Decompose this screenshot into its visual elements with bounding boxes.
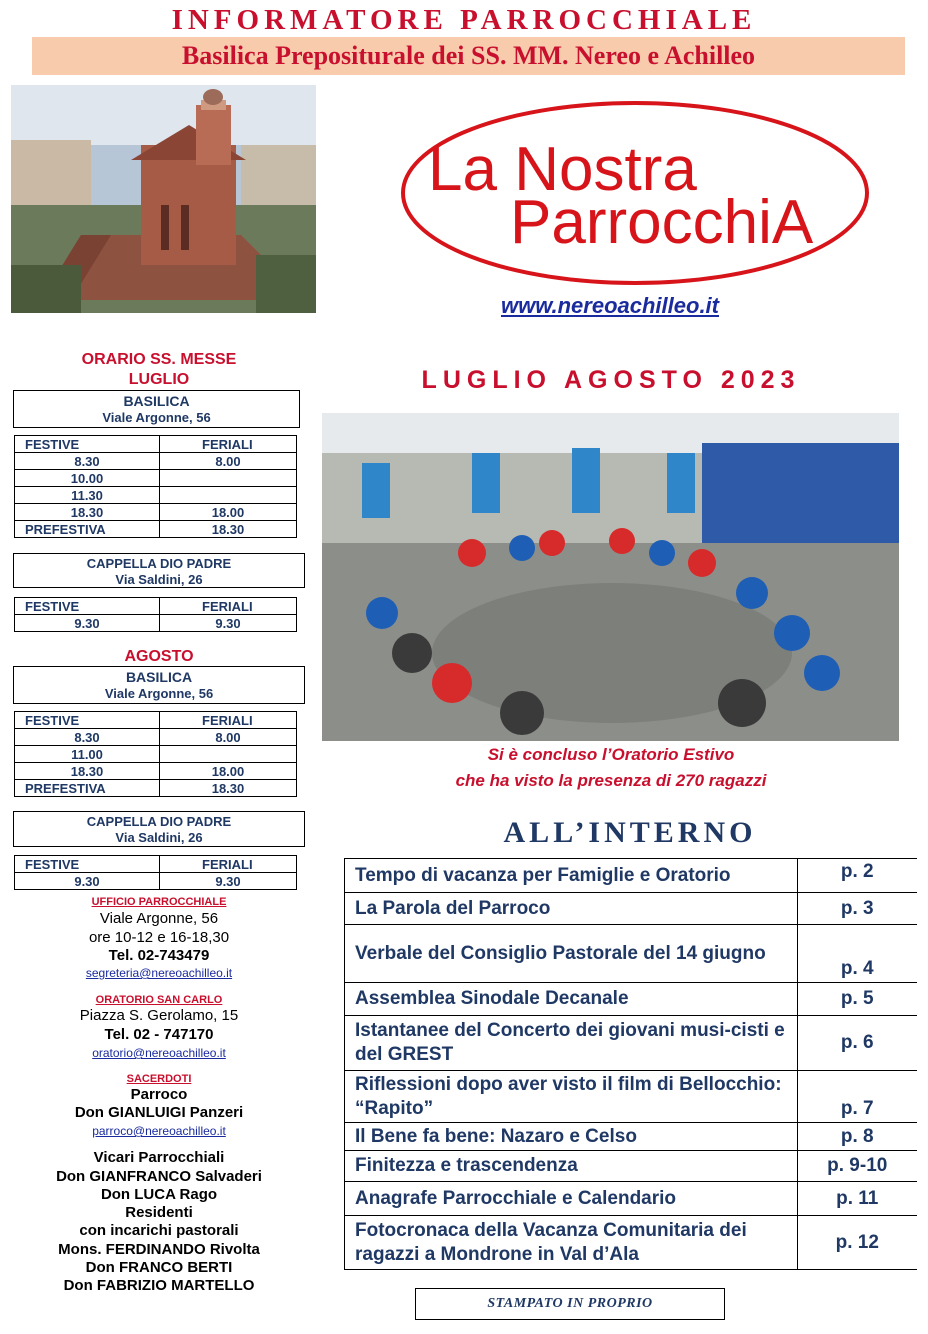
toc-row[interactable] [345,925,918,983]
feriali-time: 8.00 [160,729,297,746]
feriali-time: 18.00 [160,763,297,780]
residente-name: Mons. FERDINANDO Rivolta [58,1241,260,1258]
luglio-cappella-box [13,553,305,588]
festive-time: 11.00 [15,746,160,763]
issue-month: LUGLIO AGOSTO 2023 [421,366,801,394]
oratorio-email[interactable]: oratorio@nereoachilleo.it [92,1046,226,1060]
photo-caption-line2: che ha visto la presenza di 270 ragazzi [455,771,767,790]
basilica-photo [11,85,316,313]
feriali-time [160,470,297,487]
toc-item-title: Riflessioni dopo aver visto il film di Bellocchio: “Rapito” [345,1071,798,1123]
luglio-heading: LUGLIO [128,371,190,388]
prefestiva-label: PREFESTIVA [15,780,160,797]
ufficio-tel: Tel. 02-743479 [108,947,210,964]
basilica-address: Viale Argonne, 56 [104,686,214,701]
basilica-name: BASILICA [123,393,190,409]
festive-time: 9.30 [15,615,160,632]
agosto-heading: AGOSTO [124,648,194,665]
festive-time: 11.30 [15,487,160,504]
col-festive: FESTIVE [15,856,160,873]
toc-item-title: Anagrafe Parrocchiale e Calendario [345,1182,798,1216]
svg-text:La Nostra: La Nostra [428,135,697,204]
table-of-contents [344,858,917,1270]
toc-row[interactable] [345,1151,918,1182]
toc-item-page: p. 6 [797,1016,917,1071]
agosto-cappella-box [13,811,305,847]
festive-time: 9.30 [15,873,160,890]
festive-time: 8.30 [15,453,160,470]
feriali-time: 18.00 [160,504,297,521]
cappella-name: CAPPELLA DIO PADRE [86,556,232,571]
schedule-heading: ORARIO SS. MESSE [81,351,237,368]
sacerdoti-label: SACERDOTI [126,1073,192,1085]
col-festive: FESTIVE [15,712,160,729]
toc-row[interactable] [345,983,918,1016]
cappella-address: Via Saldini, 26 [115,830,203,845]
col-feriali: FERIALI [160,856,297,873]
toc-row[interactable] [345,1016,918,1071]
cappella-name: CAPPELLA DIO PADRE [86,814,232,829]
agosto-cappella-table [14,855,297,890]
toc-item-title: Assemblea Sinodale Decanale [345,983,798,1016]
agosto-basilica-table [14,711,297,797]
toc-title: ALL’INTERNO [503,816,757,849]
ufficio-label: UFFICIO PARROCCHIALE [91,896,227,908]
basilica-subtitle: Basilica Prepositurale dei SS. MM. Nereo e Achilleo [32,37,905,75]
toc-row[interactable] [345,859,918,893]
residenti-subtitle: con incarichi pastorali [79,1222,239,1239]
col-feriali: FERIALI [160,598,297,615]
vicario-name: Don LUCA Rago [100,1186,218,1203]
ufficio-email[interactable]: segreteria@nereoachilleo.it [85,966,233,980]
toc-item-title: Il Bene fa bene: Nazaro e Celso [345,1123,798,1151]
toc-item-page: p. 11 [797,1182,917,1216]
col-festive: FESTIVE [15,436,160,453]
toc-item-page: p. 9-10 [797,1151,917,1182]
vicario-name: Don GIANFRANCO Salvaderi [56,1168,262,1185]
la-nostra-parrocchia-logo [398,98,873,288]
luglio-basilica-box [13,390,300,428]
festive-time: 18.30 [15,504,160,521]
stampato-in-proprio: STAMPATO IN PROPRIO [415,1288,725,1320]
photo-caption-line1: Si è concluso l’Oratorio Estivo [487,745,735,764]
vicari-title: Vicari Parrocchiali [93,1149,225,1166]
feriali-time: 8.00 [160,453,297,470]
toc-row[interactable] [345,1216,918,1270]
toc-row[interactable] [345,1123,918,1151]
prefestiva-time: 18.30 [160,780,297,797]
prefestiva-label: PREFESTIVA [15,521,160,538]
col-festive: FESTIVE [15,598,160,615]
toc-item-page: p. 3 [797,893,917,925]
festive-time: 8.30 [15,729,160,746]
toc-item-page: p. 2 [797,859,917,893]
basilica-name: BASILICA [125,669,193,685]
toc-item-title: Verbale del Consiglio Pastorale del 14 giugno [345,925,798,983]
toc-item-page: p. 8 [797,1123,917,1151]
oratorio-address: Piazza S. Gerolamo, 15 [79,1007,239,1024]
parroco-name: Don GIANLUIGI Panzeri [74,1104,244,1121]
ufficio-hours: ore 10-12 e 16-18,30 [88,929,230,946]
col-feriali: FERIALI [160,436,297,453]
newsletter-title: INFORMATORE PARROCCHIALE [171,4,757,36]
oratorio-label: ORATORIO SAN CARLO [95,994,223,1006]
prefestiva-time: 18.30 [160,521,297,538]
toc-row[interactable] [345,893,918,925]
toc-item-page: p. 12 [797,1216,917,1270]
luglio-basilica-table [14,435,297,538]
parroco-email[interactable]: parroco@nereoachilleo.it [92,1124,226,1138]
agosto-basilica-box [13,666,305,704]
ufficio-address: Viale Argonne, 56 [99,910,219,927]
toc-item-page: p. 7 [797,1071,917,1123]
oratorio-estivo-photo [322,413,899,741]
toc-item-title: Istantanee del Concerto dei giovani musi-cisti e del GREST [345,1016,798,1071]
oratorio-tel: Tel. 02 - 747170 [104,1026,214,1043]
feriali-time [160,487,297,504]
toc-row[interactable] [345,1182,918,1216]
residente-name: Don FABRIZIO MARTELLO [63,1277,255,1294]
toc-item-page: p. 4 [797,925,917,983]
feriali-time [160,746,297,763]
basilica-address: Viale Argonne, 56 [102,410,211,425]
toc-item-title: Fotocronaca della Vacanza Comunitaria dei ragazzi a Mondrone in Val d’Ala [345,1216,798,1270]
cappella-address: Via Saldini, 26 [115,572,203,587]
svg-text:ParrocchiA: ParrocchiA [510,188,814,257]
parroco-title: Parroco [130,1086,188,1103]
feriali-time: 9.30 [160,873,297,890]
website-link[interactable]: www.nereoachilleo.it [500,293,719,318]
residenti-title: Residenti [125,1204,193,1221]
toc-item-title: Finitezza e trascendenza [345,1151,798,1182]
feriali-time: 9.30 [160,615,297,632]
festive-time: 18.30 [15,763,160,780]
toc-item-page: p. 5 [797,983,917,1016]
residente-name: Don FRANCO BERTI [85,1259,233,1276]
luglio-cappella-table [14,597,297,632]
toc-item-title: La Parola del Parroco [345,893,798,925]
col-feriali: FERIALI [160,712,297,729]
toc-row[interactable] [345,1071,918,1123]
toc-item-title: Tempo di vacanza per Famiglie e Oratorio [345,859,798,893]
festive-time: 10.00 [15,470,160,487]
